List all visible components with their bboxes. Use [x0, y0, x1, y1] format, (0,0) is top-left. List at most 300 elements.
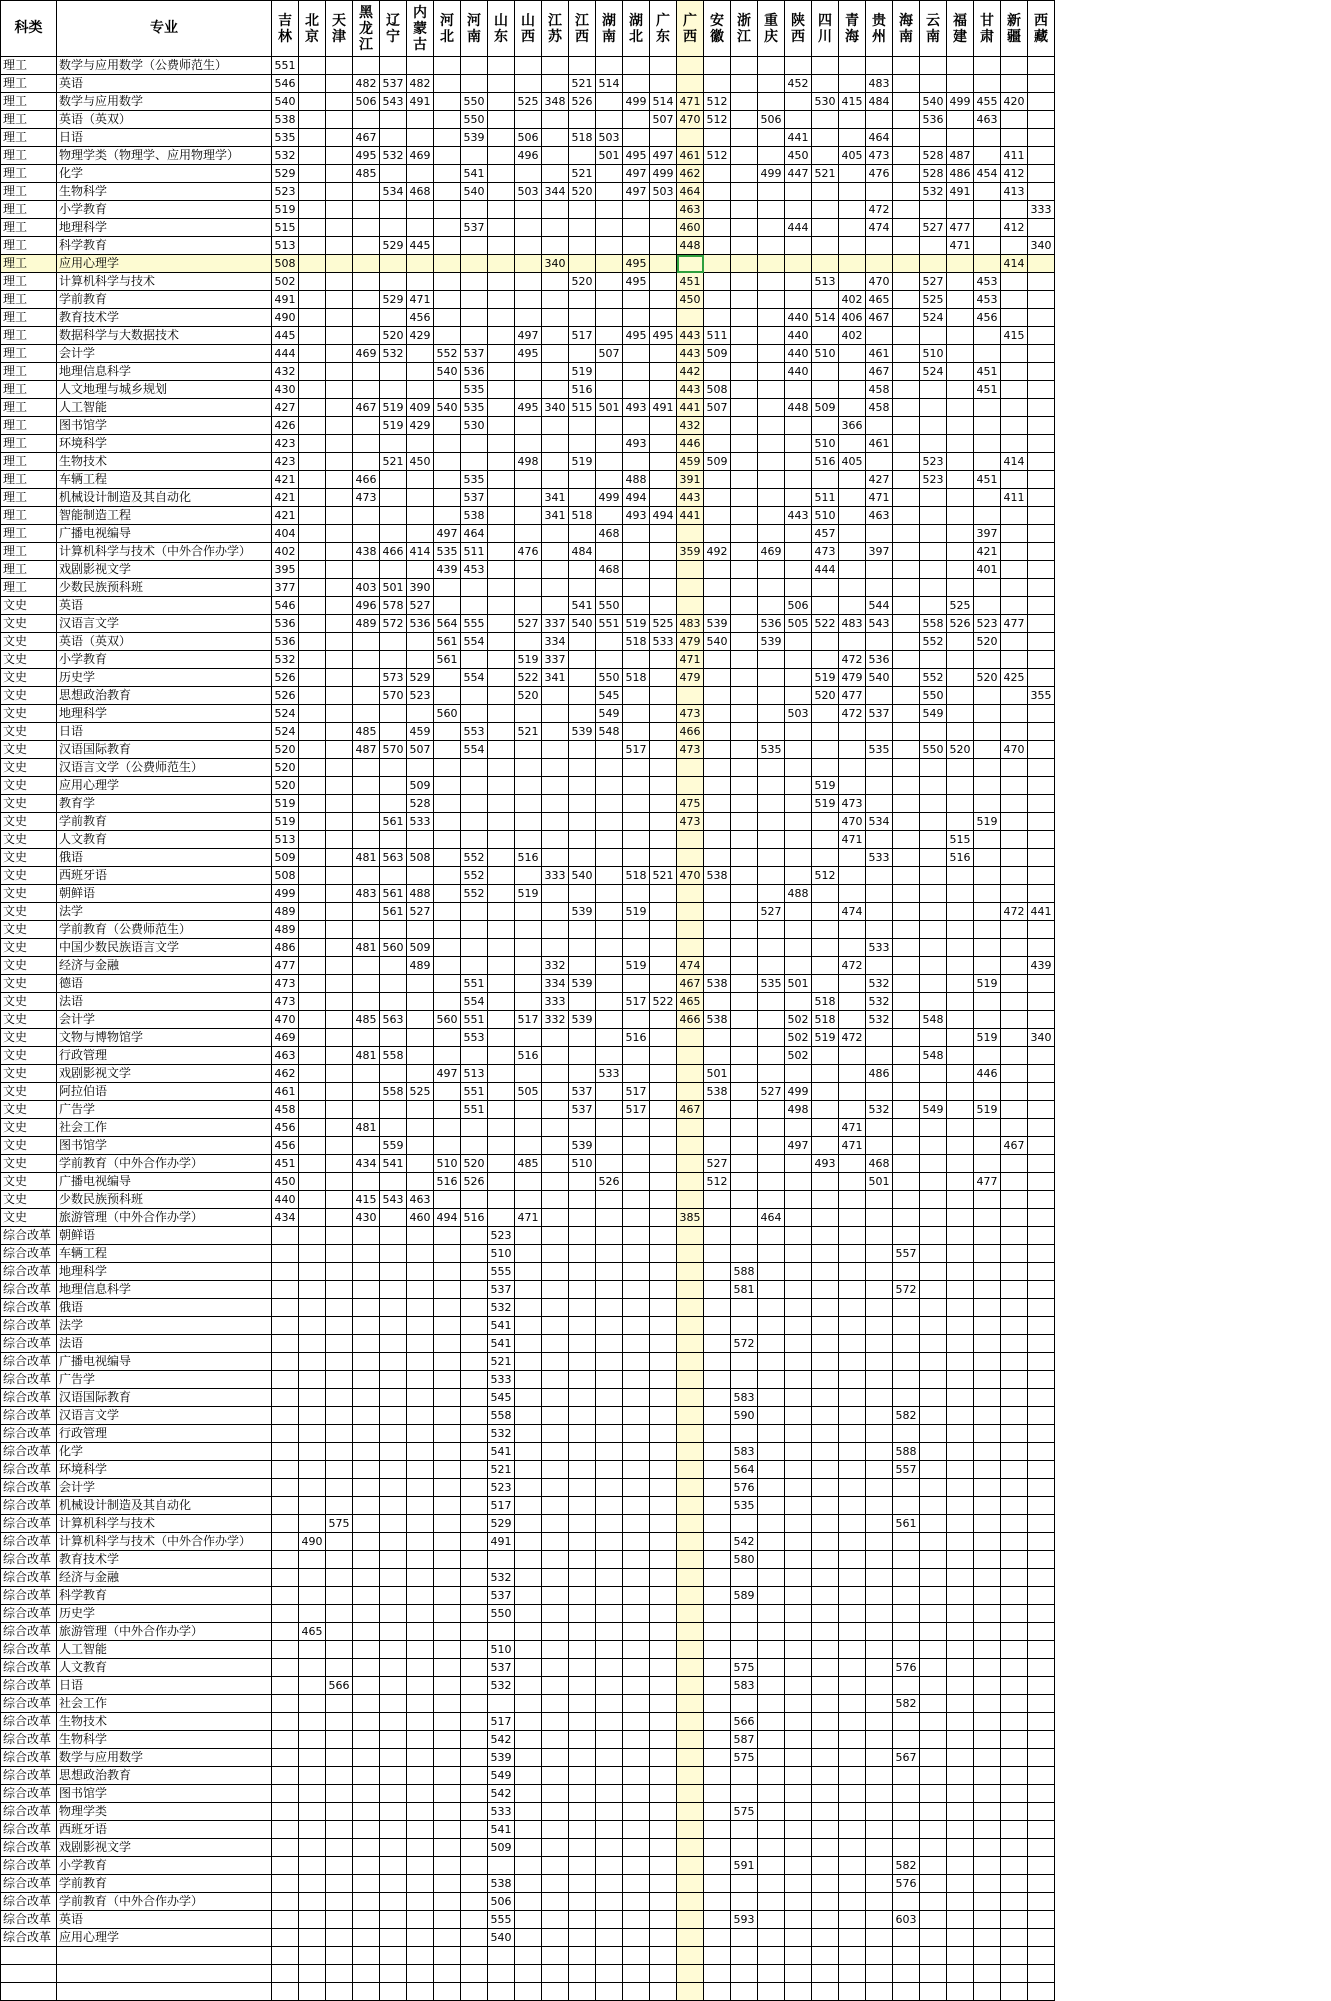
score-cell[interactable]: 477	[947, 219, 974, 237]
score-cell[interactable]: 552	[461, 849, 488, 867]
major-cell[interactable]: 朝鲜语	[57, 1227, 272, 1245]
empty-cell[interactable]	[812, 1983, 839, 2001]
score-cell[interactable]	[461, 1317, 488, 1335]
score-cell[interactable]: 532	[272, 147, 299, 165]
major-cell[interactable]: 地理信息科学	[57, 1281, 272, 1299]
score-cell[interactable]	[974, 759, 1001, 777]
score-cell[interactable]: 414	[407, 543, 434, 561]
score-cell[interactable]	[326, 1641, 353, 1659]
score-cell[interactable]	[299, 1713, 326, 1731]
score-cell[interactable]	[974, 1569, 1001, 1587]
score-cell[interactable]	[974, 1317, 1001, 1335]
score-cell[interactable]	[515, 75, 542, 93]
score-cell[interactable]: 333	[542, 993, 569, 1011]
score-cell[interactable]: 518	[812, 1011, 839, 1029]
score-cell[interactable]	[785, 1605, 812, 1623]
score-cell[interactable]	[839, 1353, 866, 1371]
score-cell[interactable]	[623, 57, 650, 75]
score-cell[interactable]	[974, 1749, 1001, 1767]
category-cell[interactable]: 文史	[1, 993, 57, 1011]
score-cell[interactable]	[434, 777, 461, 795]
score-cell[interactable]	[623, 381, 650, 399]
score-cell[interactable]	[974, 993, 1001, 1011]
score-cell[interactable]	[650, 957, 677, 975]
score-cell[interactable]	[569, 1245, 596, 1263]
score-cell[interactable]: 501	[380, 579, 407, 597]
category-cell[interactable]: 综合改革	[1, 1659, 57, 1677]
score-cell[interactable]: 491	[488, 1533, 515, 1551]
score-cell[interactable]: 536	[920, 111, 947, 129]
score-cell[interactable]: 507	[407, 741, 434, 759]
score-cell[interactable]: 532	[866, 975, 893, 993]
score-cell[interactable]: 540	[569, 867, 596, 885]
score-cell[interactable]	[650, 651, 677, 669]
score-cell[interactable]	[1001, 1407, 1028, 1425]
score-cell[interactable]: 561	[434, 633, 461, 651]
score-cell[interactable]	[704, 1569, 731, 1587]
score-cell[interactable]: 536	[407, 615, 434, 633]
score-cell[interactable]	[569, 813, 596, 831]
score-cell[interactable]	[920, 1533, 947, 1551]
score-cell[interactable]	[407, 1011, 434, 1029]
score-cell[interactable]	[353, 705, 380, 723]
score-cell[interactable]	[623, 849, 650, 867]
score-cell[interactable]	[974, 1371, 1001, 1389]
major-cell[interactable]: 化学	[57, 1443, 272, 1461]
score-cell[interactable]: 517	[488, 1713, 515, 1731]
score-cell[interactable]	[542, 309, 569, 327]
score-cell[interactable]	[353, 237, 380, 255]
score-cell[interactable]	[623, 975, 650, 993]
score-cell[interactable]	[920, 597, 947, 615]
score-cell[interactable]	[272, 1497, 299, 1515]
score-cell[interactable]	[515, 1551, 542, 1569]
score-cell[interactable]	[299, 57, 326, 75]
empty-cell[interactable]	[866, 1983, 893, 2001]
score-cell[interactable]	[785, 1785, 812, 1803]
score-cell[interactable]	[839, 219, 866, 237]
score-cell[interactable]	[785, 1065, 812, 1083]
score-cell[interactable]	[299, 1011, 326, 1029]
score-cell[interactable]: 540	[434, 363, 461, 381]
score-cell[interactable]	[515, 489, 542, 507]
score-cell[interactable]	[569, 1929, 596, 1947]
empty-cell[interactable]	[326, 1947, 353, 1965]
score-cell[interactable]	[380, 1299, 407, 1317]
score-cell[interactable]	[461, 1875, 488, 1893]
score-cell[interactable]	[488, 831, 515, 849]
score-cell[interactable]	[542, 1353, 569, 1371]
score-cell[interactable]	[920, 1263, 947, 1281]
score-cell[interactable]	[407, 1281, 434, 1299]
score-cell[interactable]	[866, 111, 893, 129]
score-cell[interactable]	[920, 867, 947, 885]
score-cell[interactable]	[515, 1911, 542, 1929]
score-cell[interactable]	[731, 165, 758, 183]
score-cell[interactable]	[623, 759, 650, 777]
score-cell[interactable]	[434, 939, 461, 957]
score-cell[interactable]	[1028, 1839, 1055, 1857]
score-cell[interactable]	[1001, 1677, 1028, 1695]
category-cell[interactable]: 文史	[1, 1119, 57, 1137]
score-cell[interactable]: 540	[704, 633, 731, 651]
score-cell[interactable]	[326, 111, 353, 129]
score-cell[interactable]	[947, 1155, 974, 1173]
score-cell[interactable]	[1001, 885, 1028, 903]
score-cell[interactable]	[434, 1605, 461, 1623]
score-cell[interactable]: 516	[623, 1029, 650, 1047]
score-cell[interactable]: 359	[677, 543, 704, 561]
score-cell[interactable]	[731, 147, 758, 165]
score-cell[interactable]	[623, 345, 650, 363]
score-cell[interactable]	[1001, 1425, 1028, 1443]
score-cell[interactable]	[812, 1227, 839, 1245]
score-cell[interactable]	[353, 435, 380, 453]
score-cell[interactable]	[1028, 1623, 1055, 1641]
score-cell[interactable]	[596, 1533, 623, 1551]
score-cell[interactable]	[407, 129, 434, 147]
score-cell[interactable]: 472	[839, 705, 866, 723]
score-cell[interactable]	[704, 1281, 731, 1299]
score-cell[interactable]	[650, 273, 677, 291]
category-cell[interactable]: 理工	[1, 273, 57, 291]
score-cell[interactable]	[434, 885, 461, 903]
score-cell[interactable]	[407, 165, 434, 183]
score-cell[interactable]: 391	[677, 471, 704, 489]
score-cell[interactable]	[1028, 309, 1055, 327]
score-cell[interactable]	[434, 1839, 461, 1857]
score-cell[interactable]	[704, 1677, 731, 1695]
score-cell[interactable]	[839, 1101, 866, 1119]
score-cell[interactable]	[920, 561, 947, 579]
score-cell[interactable]	[839, 1281, 866, 1299]
score-cell[interactable]: 464	[866, 129, 893, 147]
score-cell[interactable]	[920, 1119, 947, 1137]
score-cell[interactable]	[542, 381, 569, 399]
score-cell[interactable]	[920, 813, 947, 831]
score-cell[interactable]	[272, 1659, 299, 1677]
score-cell[interactable]	[380, 129, 407, 147]
score-cell[interactable]	[974, 1335, 1001, 1353]
score-cell[interactable]	[407, 1857, 434, 1875]
score-cell[interactable]	[893, 813, 920, 831]
score-cell[interactable]: 333	[1028, 201, 1055, 219]
score-cell[interactable]	[1001, 1389, 1028, 1407]
score-cell[interactable]	[974, 327, 1001, 345]
score-cell[interactable]	[326, 57, 353, 75]
score-cell[interactable]	[893, 885, 920, 903]
score-cell[interactable]	[650, 1695, 677, 1713]
score-cell[interactable]: 493	[812, 1155, 839, 1173]
score-cell[interactable]: 532	[380, 147, 407, 165]
score-cell[interactable]	[380, 1749, 407, 1767]
header-province[interactable]: 浙江	[731, 1, 758, 57]
score-cell[interactable]: 497	[623, 183, 650, 201]
major-cell[interactable]: 社会工作	[57, 1119, 272, 1137]
score-cell[interactable]: 533	[650, 633, 677, 651]
score-cell[interactable]: 439	[1028, 957, 1055, 975]
score-cell[interactable]	[947, 669, 974, 687]
score-cell[interactable]	[974, 1497, 1001, 1515]
score-cell[interactable]	[299, 849, 326, 867]
score-cell[interactable]	[758, 1335, 785, 1353]
score-cell[interactable]	[785, 921, 812, 939]
score-cell[interactable]: 535	[758, 975, 785, 993]
score-cell[interactable]	[677, 561, 704, 579]
score-cell[interactable]	[461, 1803, 488, 1821]
score-cell[interactable]: 483	[353, 885, 380, 903]
score-cell[interactable]	[920, 1335, 947, 1353]
score-cell[interactable]	[920, 1137, 947, 1155]
score-cell[interactable]: 469	[758, 543, 785, 561]
score-cell[interactable]	[542, 1083, 569, 1101]
score-cell[interactable]: 515	[947, 831, 974, 849]
score-cell[interactable]	[434, 849, 461, 867]
major-cell[interactable]: 小学教育	[57, 651, 272, 669]
score-cell[interactable]	[461, 1821, 488, 1839]
score-cell[interactable]	[596, 651, 623, 669]
category-cell[interactable]: 综合改革	[1, 1389, 57, 1407]
empty-cell[interactable]	[704, 1983, 731, 2001]
score-cell[interactable]: 458	[272, 1101, 299, 1119]
score-cell[interactable]	[893, 237, 920, 255]
score-cell[interactable]	[893, 1605, 920, 1623]
score-cell[interactable]	[596, 867, 623, 885]
score-cell[interactable]	[785, 1893, 812, 1911]
score-cell[interactable]	[812, 579, 839, 597]
empty-cell[interactable]	[569, 1947, 596, 1965]
score-cell[interactable]	[596, 1299, 623, 1317]
score-cell[interactable]	[893, 1011, 920, 1029]
score-cell[interactable]	[920, 1821, 947, 1839]
score-cell[interactable]	[704, 1893, 731, 1911]
score-cell[interactable]	[434, 795, 461, 813]
score-cell[interactable]	[542, 1587, 569, 1605]
score-cell[interactable]	[434, 201, 461, 219]
score-cell[interactable]	[1028, 795, 1055, 813]
score-cell[interactable]	[650, 1875, 677, 1893]
score-cell[interactable]	[407, 1569, 434, 1587]
score-cell[interactable]	[569, 1461, 596, 1479]
score-cell[interactable]	[947, 309, 974, 327]
score-cell[interactable]	[407, 651, 434, 669]
score-cell[interactable]	[866, 1893, 893, 1911]
score-cell[interactable]	[596, 1767, 623, 1785]
score-cell[interactable]: 550	[596, 669, 623, 687]
score-cell[interactable]	[650, 435, 677, 453]
score-cell[interactable]	[596, 381, 623, 399]
score-cell[interactable]	[623, 1713, 650, 1731]
score-cell[interactable]	[299, 1911, 326, 1929]
score-cell[interactable]	[569, 1173, 596, 1191]
score-cell[interactable]	[623, 1605, 650, 1623]
score-cell[interactable]	[677, 921, 704, 939]
empty-cell[interactable]	[434, 1947, 461, 1965]
empty-cell[interactable]	[542, 1947, 569, 1965]
score-cell[interactable]	[326, 1479, 353, 1497]
score-cell[interactable]	[623, 939, 650, 957]
score-cell[interactable]	[650, 201, 677, 219]
score-cell[interactable]	[380, 1515, 407, 1533]
score-cell[interactable]	[812, 1911, 839, 1929]
score-cell[interactable]	[326, 129, 353, 147]
score-cell[interactable]	[434, 237, 461, 255]
score-cell[interactable]	[893, 579, 920, 597]
score-cell[interactable]	[974, 1299, 1001, 1317]
score-cell[interactable]	[623, 1587, 650, 1605]
score-cell[interactable]	[515, 1119, 542, 1137]
score-cell[interactable]	[812, 1713, 839, 1731]
score-cell[interactable]	[353, 1371, 380, 1389]
score-cell[interactable]	[650, 1785, 677, 1803]
score-cell[interactable]	[407, 1659, 434, 1677]
score-cell[interactable]: 446	[974, 1065, 1001, 1083]
score-cell[interactable]	[650, 1245, 677, 1263]
empty-cell[interactable]	[461, 1983, 488, 2001]
major-cell[interactable]: 小学教育	[57, 1857, 272, 1875]
score-cell[interactable]	[650, 417, 677, 435]
major-cell[interactable]: 人文教育	[57, 1659, 272, 1677]
score-cell[interactable]	[569, 1569, 596, 1587]
header-province[interactable]: 青海	[839, 1, 866, 57]
score-cell[interactable]	[542, 795, 569, 813]
score-cell[interactable]	[596, 1731, 623, 1749]
score-cell[interactable]	[569, 1893, 596, 1911]
score-cell[interactable]: 582	[893, 1857, 920, 1875]
empty-cell[interactable]	[542, 1983, 569, 2001]
score-cell[interactable]: 561	[434, 651, 461, 669]
score-cell[interactable]	[947, 1317, 974, 1335]
score-cell[interactable]	[947, 1389, 974, 1407]
score-cell[interactable]: 532	[866, 1101, 893, 1119]
score-cell[interactable]	[920, 1785, 947, 1803]
score-cell[interactable]	[974, 183, 1001, 201]
score-cell[interactable]	[1001, 399, 1028, 417]
score-cell[interactable]	[326, 1389, 353, 1407]
score-cell[interactable]	[515, 1371, 542, 1389]
score-cell[interactable]: 516	[569, 381, 596, 399]
score-cell[interactable]	[1001, 867, 1028, 885]
score-cell[interactable]	[947, 1119, 974, 1137]
score-cell[interactable]	[596, 1047, 623, 1065]
score-cell[interactable]	[893, 93, 920, 111]
score-cell[interactable]: 516	[515, 849, 542, 867]
score-cell[interactable]	[704, 525, 731, 543]
score-cell[interactable]	[650, 1317, 677, 1335]
score-cell[interactable]	[353, 291, 380, 309]
category-cell[interactable]: 文史	[1, 867, 57, 885]
score-cell[interactable]	[920, 417, 947, 435]
score-cell[interactable]	[461, 1353, 488, 1371]
score-cell[interactable]: 441	[677, 507, 704, 525]
score-cell[interactable]	[704, 1821, 731, 1839]
score-cell[interactable]	[704, 1785, 731, 1803]
score-cell[interactable]	[947, 1551, 974, 1569]
score-cell[interactable]: 476	[866, 165, 893, 183]
score-cell[interactable]: 519	[974, 813, 1001, 831]
score-cell[interactable]	[920, 1065, 947, 1083]
score-cell[interactable]: 540	[488, 1929, 515, 1947]
score-cell[interactable]	[299, 831, 326, 849]
score-cell[interactable]	[704, 201, 731, 219]
score-cell[interactable]	[866, 579, 893, 597]
score-cell[interactable]	[974, 957, 1001, 975]
header-province[interactable]: 甘肃	[974, 1, 1001, 57]
score-cell[interactable]	[353, 1749, 380, 1767]
score-cell[interactable]	[731, 1245, 758, 1263]
major-cell[interactable]: 环境科学	[57, 435, 272, 453]
score-cell[interactable]: 453	[461, 561, 488, 579]
score-cell[interactable]	[758, 1353, 785, 1371]
score-cell[interactable]	[947, 921, 974, 939]
score-cell[interactable]	[650, 489, 677, 507]
score-cell[interactable]	[488, 633, 515, 651]
score-cell[interactable]	[542, 1263, 569, 1281]
score-cell[interactable]	[974, 75, 1001, 93]
major-cell[interactable]: 图书馆学	[57, 1137, 272, 1155]
score-cell[interactable]: 552	[920, 669, 947, 687]
score-cell[interactable]	[920, 921, 947, 939]
score-cell[interactable]	[785, 1659, 812, 1677]
score-cell[interactable]: 495	[623, 273, 650, 291]
score-cell[interactable]: 541	[488, 1821, 515, 1839]
score-cell[interactable]	[623, 597, 650, 615]
category-cell[interactable]: 理工	[1, 399, 57, 417]
score-cell[interactable]	[380, 1677, 407, 1695]
empty-cell[interactable]	[515, 1947, 542, 1965]
score-cell[interactable]: 526	[272, 687, 299, 705]
score-cell[interactable]	[326, 1605, 353, 1623]
score-cell[interactable]	[758, 1713, 785, 1731]
score-cell[interactable]	[380, 1065, 407, 1083]
score-cell[interactable]	[569, 1263, 596, 1281]
score-cell[interactable]	[677, 1191, 704, 1209]
category-cell[interactable]: 文史	[1, 903, 57, 921]
score-cell[interactable]	[785, 1911, 812, 1929]
score-cell[interactable]	[299, 1101, 326, 1119]
score-cell[interactable]	[542, 1443, 569, 1461]
score-cell[interactable]: 576	[893, 1659, 920, 1677]
score-cell[interactable]	[947, 435, 974, 453]
score-cell[interactable]	[353, 1335, 380, 1353]
score-cell[interactable]	[758, 669, 785, 687]
score-cell[interactable]: 463	[866, 507, 893, 525]
score-cell[interactable]	[731, 507, 758, 525]
score-cell[interactable]	[326, 489, 353, 507]
score-cell[interactable]	[380, 993, 407, 1011]
score-cell[interactable]: 491	[947, 183, 974, 201]
score-cell[interactable]: 536	[272, 615, 299, 633]
score-cell[interactable]	[515, 1443, 542, 1461]
score-cell[interactable]	[623, 1443, 650, 1461]
score-cell[interactable]	[569, 525, 596, 543]
score-cell[interactable]	[434, 219, 461, 237]
score-cell[interactable]: 390	[407, 579, 434, 597]
score-cell[interactable]: 438	[353, 543, 380, 561]
score-cell[interactable]	[785, 417, 812, 435]
major-cell[interactable]: 广播电视编导	[57, 1353, 272, 1371]
score-cell[interactable]	[488, 1191, 515, 1209]
score-cell[interactable]: 506	[515, 129, 542, 147]
major-cell[interactable]: 学前教育（公费师范生）	[57, 921, 272, 939]
score-cell[interactable]	[569, 831, 596, 849]
empty-cell[interactable]	[515, 1965, 542, 1983]
score-cell[interactable]	[785, 1227, 812, 1245]
score-cell[interactable]	[704, 1353, 731, 1371]
score-cell[interactable]	[785, 1425, 812, 1443]
empty-cell[interactable]	[893, 1965, 920, 1983]
score-cell[interactable]	[839, 1515, 866, 1533]
